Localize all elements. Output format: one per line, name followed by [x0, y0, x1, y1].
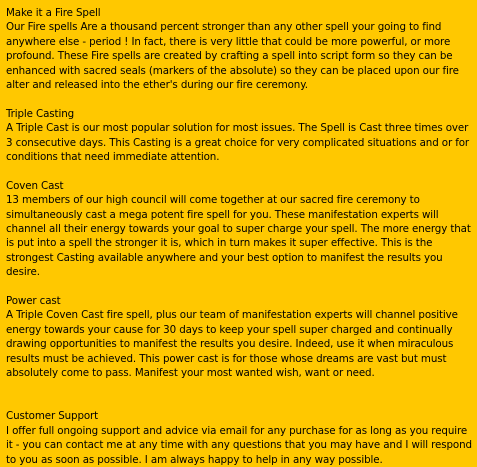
section-fire-spell: [6, 6, 473, 92]
section-heading: Triple Casting: [6, 107, 75, 120]
section-coven-cast: [6, 179, 473, 280]
section-power-cast: [6, 294, 473, 380]
section-body: 13 members of our high council will come together at our sacred fire ceremony to simultaneously cast a mega potent fire spell for you. These manifestation experts will channel all their energy towards your goal to super charge your spell. The more energy that is put into a spell the stronger it is, which in turn makes it super effective. This is the strongest Casting available anywhere and your best option to manifest the results you desire.: [6, 194, 471, 279]
section-heading: Power cast: [6, 295, 61, 308]
section-triple-casting: [6, 107, 473, 165]
section-body: A Triple Coven Cast fire spell, plus our team of manifestation experts will channel positive energy towards your cause for 30 days to keep your spell super charged and continually drawing opportunities to manifest the results you desire. Indeed, use it when miraculous results must be achieved. This power cast is for those whose dreams are vast but must absolutely come to pass. Manifest your most wanted wish, want or need.: [6, 309, 458, 380]
section-body: Our Fire spells Are a thousand percent stronger than any other spell your going to find anywhere else - period ! In fact, there is very little that could be more powerful, or more profound. These Fire spells are created by crafting a spell into script form so they can be enhanced with sacred seals (markers of the absolute) so they can be placed upon our fire alter and released into the ether's during our fire ceremony.: [6, 21, 459, 92]
section-heading: Make it a Fire Spell: [6, 7, 101, 19]
section-body: A Triple Cast is our most popular solution for most issues. The Spell is Cast three times over 3 consecutive days. This Casting is a great choice for very complicated situations and or for conditions that need immediate attention.: [6, 122, 470, 164]
section-body: I offer full ongoing support and advice via email for any purchase for as long as you require it - you can contact me at any time with any questions that you may have and I will respond to you as soon as possible. I am always happy to help in any way possible.: [6, 424, 472, 466]
section-customer-support: [6, 409, 473, 467]
section-heading: Coven Cast: [6, 179, 64, 192]
section-heading: Customer Support: [6, 410, 99, 423]
